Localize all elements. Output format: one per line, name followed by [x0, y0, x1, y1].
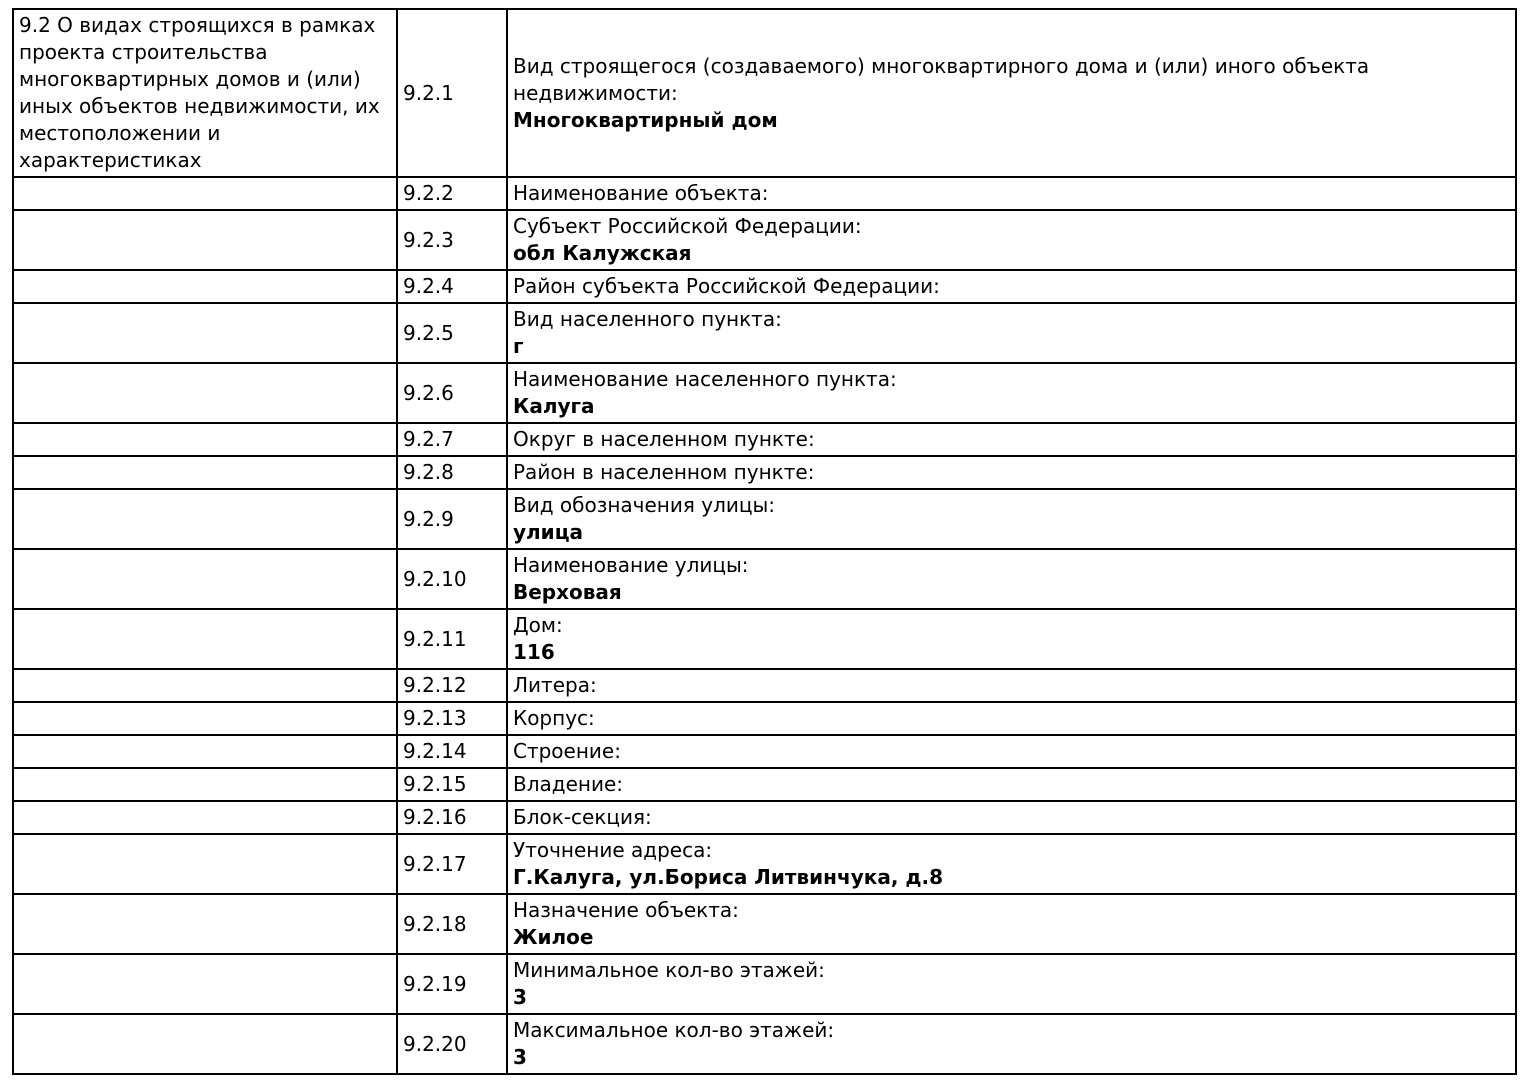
row-code: 9.2.13: [397, 702, 507, 735]
table-row: [13, 549, 1516, 609]
field-label: Корпус:: [513, 706, 595, 730]
field-label: Назначение объекта:: [513, 898, 739, 922]
field-label: Вид населенного пункта:: [513, 307, 782, 331]
field-cell: [507, 702, 1516, 735]
section-cell: [13, 702, 397, 735]
row-code: 9.2.16: [397, 801, 507, 834]
section-cell: [13, 669, 397, 702]
field-cell: [507, 834, 1516, 894]
field-cell: [507, 303, 1516, 363]
field-label: Строение:: [513, 739, 621, 763]
field-cell: [507, 801, 1516, 834]
table-row: [13, 735, 1516, 768]
field-value: Г.Калуга, ул.Бориса Литвинчука, д.8: [513, 865, 944, 889]
table-body: [13, 9, 1516, 1074]
field-cell: [507, 456, 1516, 489]
field-label: Район в населенном пункте:: [513, 460, 815, 484]
field-cell: [507, 270, 1516, 303]
section-cell: [13, 954, 397, 1014]
table-row: [13, 270, 1516, 303]
section-cell: [13, 768, 397, 801]
row-code: 9.2.14: [397, 735, 507, 768]
section-cell: [13, 177, 397, 210]
field-cell: [507, 894, 1516, 954]
row-code: 9.2.6: [397, 363, 507, 423]
field-cell: [507, 177, 1516, 210]
field-label: Наименование улицы:: [513, 553, 749, 577]
field-value: улица: [513, 520, 584, 544]
field-value: Калуга: [513, 394, 595, 418]
field-label: Литера:: [513, 673, 597, 697]
section-cell: [13, 894, 397, 954]
project-declaration-table: [12, 8, 1517, 1075]
section-cell: [13, 549, 397, 609]
table-row: [13, 303, 1516, 363]
section-cell: [13, 609, 397, 669]
field-label: Уточнение адреса:: [513, 838, 713, 862]
row-code: 9.2.9: [397, 489, 507, 549]
field-value: обл Калужская: [513, 241, 692, 265]
section-cell: [13, 303, 397, 363]
row-code: 9.2.18: [397, 894, 507, 954]
field-label: Округ в населенном пункте:: [513, 427, 815, 451]
field-label: Минимальное кол-во этажей:: [513, 958, 825, 982]
field-value: Многоквартирный дом: [513, 107, 778, 132]
section-cell: [13, 456, 397, 489]
section-cell: [13, 1014, 397, 1074]
field-cell: [507, 489, 1516, 549]
table-row: [13, 210, 1516, 270]
row-code: 9.2.20: [397, 1014, 507, 1074]
row-code: 9.2.10: [397, 549, 507, 609]
table-row: [13, 1014, 1516, 1074]
table-row: [13, 456, 1516, 489]
field-label: Дом:: [513, 613, 563, 637]
table-row: [13, 489, 1516, 549]
section-title: 9.2 О видах строящихся в рамках проекта строительства многоквартирных домов и (или) иных объектов недвижимости, их местоположении и характеристиках: [19, 13, 380, 172]
section-cell: [13, 423, 397, 456]
field-label: Наименование населенного пункта:: [513, 367, 897, 391]
table-row: [13, 801, 1516, 834]
field-cell: [507, 735, 1516, 768]
row-code: 9.2.17: [397, 834, 507, 894]
row-code: 9.2.5: [397, 303, 507, 363]
row-code: 9.2.4: [397, 270, 507, 303]
section-cell: [13, 270, 397, 303]
table-row: [13, 609, 1516, 669]
field-label: Вид строящегося (создаваемого) многоквартирного дома и (или) иного объекта недвижимости:: [513, 53, 1370, 105]
field-label: Наименование объекта:: [513, 181, 769, 205]
table-row: [13, 702, 1516, 735]
field-cell: [507, 768, 1516, 801]
field-value: Верховая: [513, 580, 622, 604]
field-cell: [507, 9, 1516, 177]
field-cell: [507, 954, 1516, 1014]
row-code: 9.2.15: [397, 768, 507, 801]
table-row: [13, 954, 1516, 1014]
section-cell: [13, 489, 397, 549]
section-cell: [13, 9, 397, 177]
field-value: Жилое: [513, 925, 594, 949]
field-value: 3: [513, 1045, 527, 1069]
field-cell: [507, 669, 1516, 702]
table-row: [13, 9, 1516, 177]
section-cell: [13, 834, 397, 894]
section-cell: [13, 801, 397, 834]
field-cell: [507, 210, 1516, 270]
field-value: 3: [513, 985, 527, 1009]
field-label: Блок-секция:: [513, 805, 652, 829]
row-code: 9.2.2: [397, 177, 507, 210]
row-code: 9.2.19: [397, 954, 507, 1014]
section-cell: [13, 735, 397, 768]
table-row: [13, 768, 1516, 801]
table-row: [13, 363, 1516, 423]
table-row: [13, 669, 1516, 702]
table-row: [13, 894, 1516, 954]
field-cell: [507, 1014, 1516, 1074]
field-value: 116: [513, 640, 555, 664]
section-cell: [13, 363, 397, 423]
field-cell: [507, 609, 1516, 669]
field-label: Район субъекта Российской Федерации:: [513, 274, 940, 298]
table-row: [13, 423, 1516, 456]
field-label: Владение:: [513, 772, 624, 796]
row-code: 9.2.1: [397, 9, 507, 177]
field-cell: [507, 363, 1516, 423]
field-cell: [507, 423, 1516, 456]
field-value: г: [513, 334, 524, 358]
table-row: [13, 834, 1516, 894]
field-label: Максимальное кол-во этажей:: [513, 1018, 835, 1042]
row-code: 9.2.12: [397, 669, 507, 702]
table-row: [13, 177, 1516, 210]
field-label: Вид обозначения улицы:: [513, 493, 776, 517]
row-code: 9.2.8: [397, 456, 507, 489]
row-code: 9.2.7: [397, 423, 507, 456]
section-cell: [13, 210, 397, 270]
field-label: Субъект Российской Федерации:: [513, 214, 862, 238]
row-code: 9.2.3: [397, 210, 507, 270]
field-cell: [507, 549, 1516, 609]
row-code: 9.2.11: [397, 609, 507, 669]
